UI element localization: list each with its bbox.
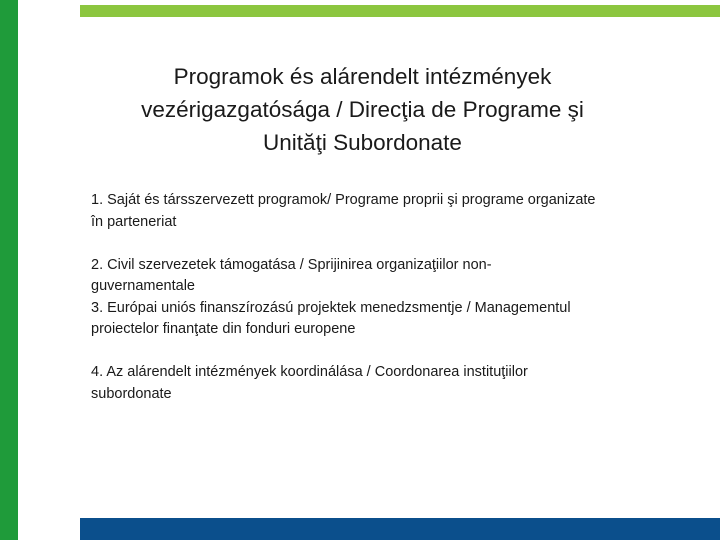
- program-item-1: 1. Saját és társszervezett programok/ Programe proprii şi programe organizate în parteneriat: [91, 192, 596, 230]
- program-list: [91, 190, 691, 405]
- program-item-2: 2. Civil szervezetek támogatása / Sprijinirea organizaţiilor non- guvernamentale: [91, 256, 492, 294]
- program-item-4: 4. Az alárendelt intézmények koordinálása / Coordonarea instituţiilor subordonate: [91, 364, 528, 402]
- top-accent-bar: [80, 5, 720, 17]
- bottom-accent-bar: [80, 518, 720, 540]
- slide-title-line-1: Programok és alárendelt intézmények: [173, 64, 552, 89]
- slide-title-line-2: vezérigazgatósága / Direcţia de Programe şi: [141, 97, 584, 122]
- left-accent-bar: [0, 0, 18, 540]
- slide-title: [90, 60, 635, 159]
- program-item-3: 3. Európai uniós finanszírozású projektek menedzsmentje / Managementul proiectelor finanţate din fonduri europene: [91, 299, 571, 337]
- slide-title-line-3: Unităţi Subordonate: [263, 130, 462, 155]
